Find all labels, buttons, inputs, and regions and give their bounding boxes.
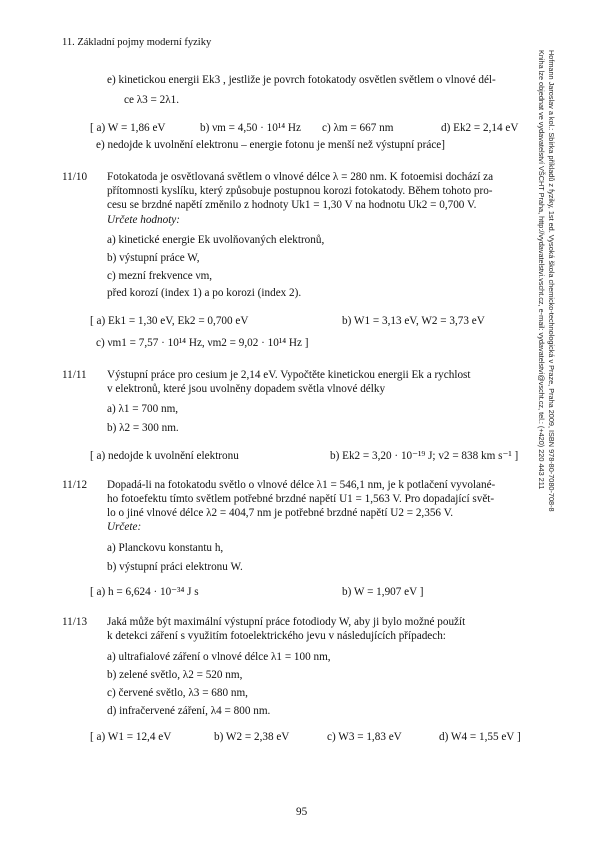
chapter-header: 11. Základní pojmy moderní fyziky [62,37,212,48]
problem-text: ho fotoefektu tímto světlem potřebné brzdné napětí U1 = 1,563 V. Pro dopadající svět- [107,493,495,505]
problem-text: lo o jiné vlnové délce λ2 = 404,7 nm je potřebné brzdné napětí U2 = 2,356 V. [107,507,454,519]
answer-d: d) W4 = 1,55 eV ] [439,731,521,743]
task-item: b) zelené světlo, λ2 = 520 nm, [107,669,243,681]
answer-d: d) Ek2 = 2,14 eV [441,122,519,134]
task-note: před korozí (index 1) a po korozi (index 2). [107,287,302,299]
publication-sidebar [536,50,556,800]
task-heading: Určete hodnoty: [107,214,181,226]
task-heading: Určete: [107,521,142,533]
problem-text: v elektronů, které jsou uvolněny dopadem světla vlnové délky [107,383,386,395]
answer-b: b) W1 = 3,13 eV, W2 = 3,73 eV [342,315,485,327]
answer-b: b) νm = 4,50 · 10¹⁴ Hz [200,122,301,134]
answer-a: [ a) h = 6,624 · 10⁻³⁴ J s [90,586,199,598]
page-number: 95 [296,806,308,818]
answer-c: c) νm1 = 7,57 · 10¹⁴ Hz, νm2 = 9,02 · 10¹⁴ Hz ] [96,337,309,349]
answer-a: [ a) nedojde k uvolnění elektronu [90,450,239,462]
problem-number: 11/10 [62,171,88,183]
task-item: a) λ1 = 700 nm, [107,403,179,415]
problem-text: Dopadá-li na fotokatodu světlo o vlnové délce λ1 = 546,1 nm, je k potlačení vyvolané- [107,479,496,491]
problem-number: 11/13 [62,616,88,628]
answer-b: b) W = 1,907 eV ] [342,586,424,598]
problem-number: 11/11 [62,369,87,381]
answer-c: c) W3 = 1,83 eV [327,731,402,743]
answer-c: c) λm = 667 nm [322,122,394,134]
task-item: c) mezní frekvence νm, [107,270,213,282]
problem-text: cesu se brzdné napětí změnilo z hodnoty Uk1 = 1,30 V na hodnotu Uk2 = 0,700 V. [107,199,477,211]
sidebar-line-1: Hofmann Jaroslav a kol.: Sbírka příkladů z fyziky, 1st ed. Vysoká škola chemicko-technologická v Praze, Praha 2009, ISBN 978-80-7080-708-8 [547,50,556,512]
task-item: b) výstupní práce W, [107,252,200,264]
task-item: b) výstupní práci elektronu W. [107,561,243,573]
task-item: d) infračervené záření, λ4 = 800 nm. [107,705,271,717]
answer-b: b) Ek2 = 3,20 · 10⁻¹⁹ J; v2 = 838 km s⁻¹ ] [330,450,519,462]
answer-e: e) nedojde k uvolnění elektronu – energie fotonu je menší než výstupní práce] [96,139,445,151]
task-e-line-2: ce λ3 = 2λ1. [124,94,180,106]
sidebar-line-2: Kniha lze objednat ve vydavatelství VŠCHT Praha, http://vydavatelstvi.vscht.cz, e-mail: vydavatelstvi@vscht.cz, tel.: (+420) 220 443 211 [537,50,546,490]
problem-text: Výstupní práce pro cesium je 2,14 eV. Vypočtěte kinetickou energii Ek a rychlost [107,369,471,381]
problem-text: přítomnosti kyslíku, který způsobuje postupnou korozi fotokatody. Během tohoto pro- [107,185,493,197]
task-item: a) kinetické energie Ek uvolňovaných elektronů, [107,234,325,246]
answer-b: b) W2 = 2,38 eV [214,731,290,743]
problem-text: Fotokatoda je osvětlovaná světlem o vlnové délce λ = 280 nm. K fotoemisi dochází za [107,171,494,183]
answer-a: [ a) Ek1 = 1,30 eV, Ek2 = 0,700 eV [90,315,249,327]
answer-a: [ a) W1 = 12,4 eV [90,731,172,743]
task-item: b) λ2 = 300 nm. [107,422,179,434]
task-item: a) Planckovu konstantu h, [107,542,224,554]
problem-text: Jaká může být maximální výstupní práce fotodiody W, aby ji bylo možné použít [107,616,466,628]
answer-a: [ a) W = 1,86 eV [90,122,166,134]
task-item: a) ultrafialové záření o vlnové délce λ1 = 100 nm, [107,651,331,663]
problem-number: 11/12 [62,479,88,491]
task-item: c) červené světlo, λ3 = 680 nm, [107,687,248,699]
task-e-line-1: e) kinetickou energii Ek3 , jestliže je povrch fotokatody osvětlen světlem o vlnové dél- [107,74,496,86]
problem-text: k detekci záření s využitím fotoelektrického jevu v následujících případech: [107,630,446,642]
